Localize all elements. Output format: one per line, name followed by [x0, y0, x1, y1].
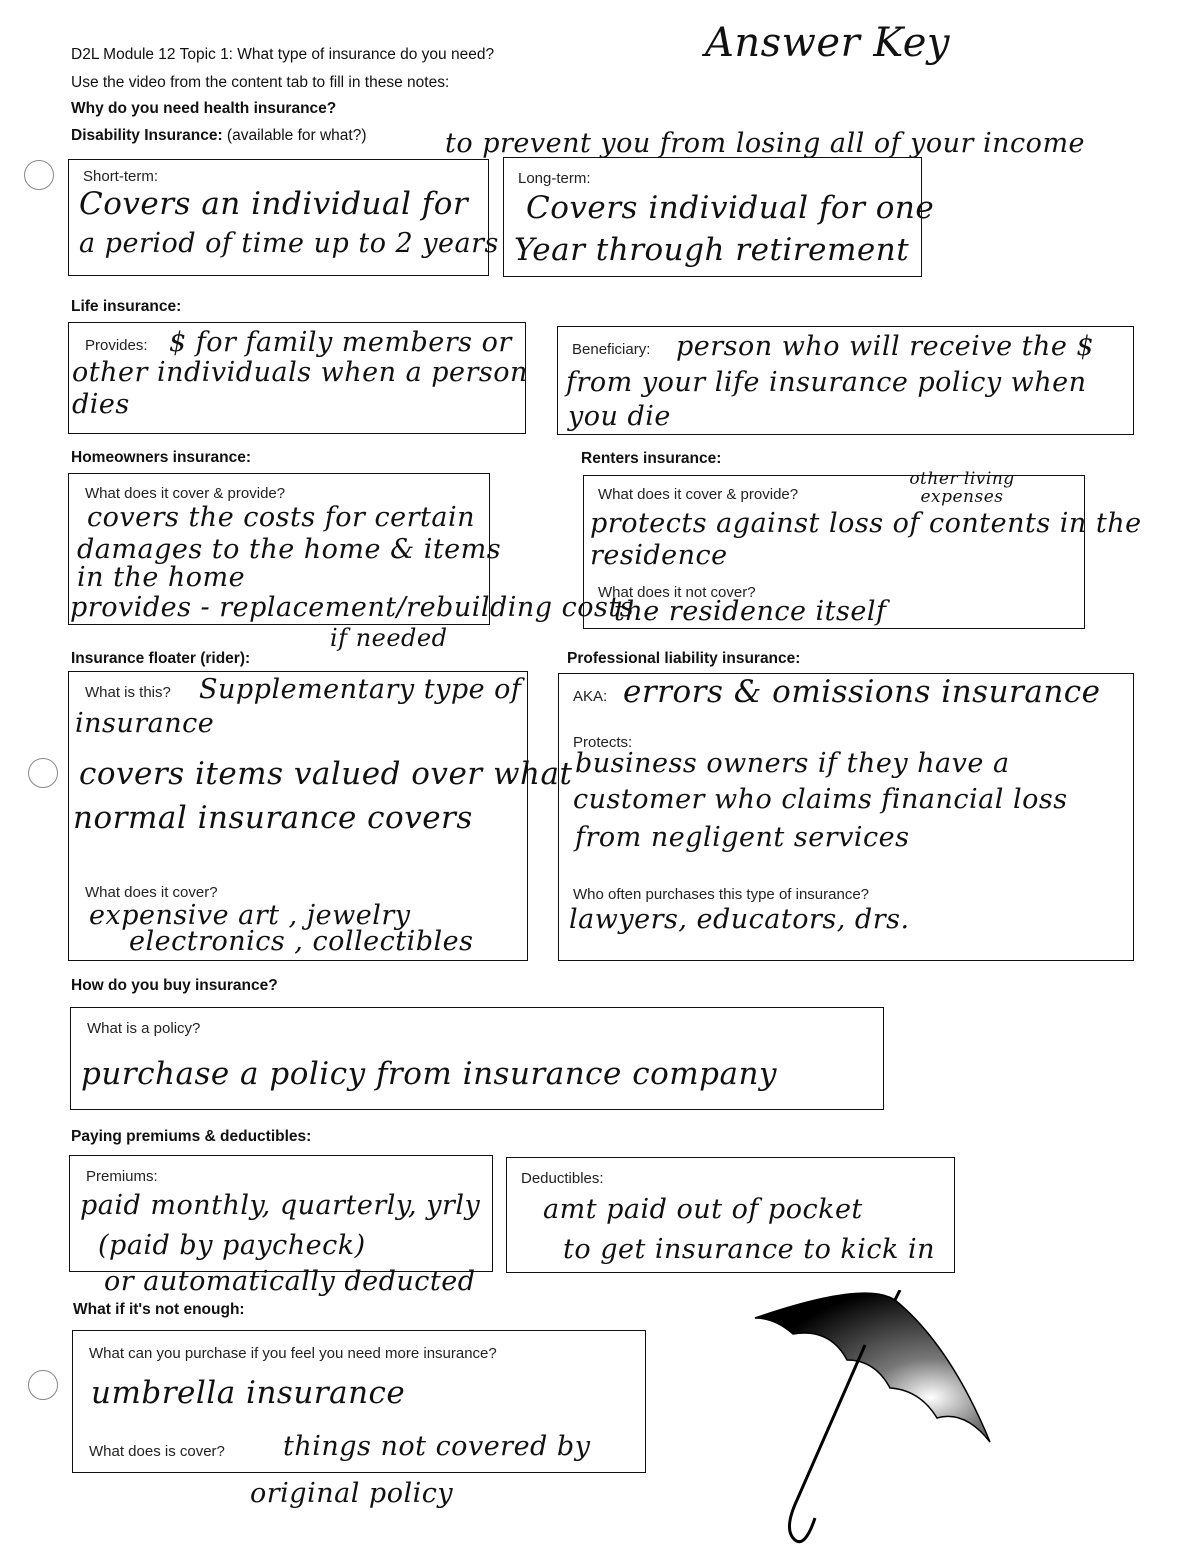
- buy-insurance-heading: How do you buy insurance?: [71, 977, 278, 994]
- umbrella-cover-answer-line2: original policy: [250, 1478, 454, 1509]
- long-term-label: Long-term:: [518, 170, 591, 187]
- provides-answer-line3: dies: [72, 389, 130, 420]
- umbrella-box: [72, 1330, 646, 1473]
- premiums-answer-line3: or automatically deducted: [104, 1266, 476, 1297]
- umbrella-cover-label: What does is cover?: [89, 1443, 225, 1460]
- disability-heading: [71, 127, 367, 145]
- homeowners-answer-line4: provides - replacement/rebuilding costs: [70, 592, 635, 623]
- beneficiary-box: [557, 326, 1134, 435]
- deductibles-answer-line1: amt paid out of pocket: [543, 1194, 863, 1225]
- short-term-box: [68, 159, 499, 276]
- deductibles-label: Deductibles:: [521, 1170, 604, 1187]
- worksheet-title: D2L Module 12 Topic 1: What type of insurance do you need?: [71, 46, 495, 63]
- floater-desc-line1: covers items valued over what: [79, 756, 573, 792]
- long-term-answer-line2: Year through retirement: [514, 232, 910, 268]
- provides-answer-line2: other individuals when a person: [72, 357, 528, 388]
- umbrella-icon: [745, 1290, 1005, 1550]
- homeowners-cover-label: What does it cover & provide?: [85, 485, 286, 502]
- renters-heading: Renters insurance:: [581, 450, 722, 467]
- renters-not-cover-label: What does it not cover?: [598, 584, 756, 601]
- professional-aka-label: AKA:: [573, 688, 608, 705]
- policy-answer: purchase a policy from insurance company: [81, 1056, 777, 1092]
- policy-label: What is a policy?: [87, 1020, 201, 1037]
- renters-extra-answer: other living expenses: [909, 469, 1015, 507]
- homeowners-heading: Homeowners insurance:: [71, 449, 252, 466]
- homeowners-answer-line3: in the home: [77, 562, 246, 593]
- punch-hole-bottom: [28, 1370, 58, 1400]
- disability-heading-label: Disability Insurance:: [71, 127, 223, 144]
- professional-heading: Professional liability insurance:: [567, 650, 801, 667]
- floater-cover-answer-line1: expensive art , jewelry: [89, 900, 411, 931]
- beneficiary-answer-line2: from your life insurance policy when: [566, 367, 1087, 398]
- renters-not-cover-answer: the residence itself: [614, 596, 887, 627]
- floater-cover-label: What does it cover?: [85, 884, 218, 901]
- long-term-box: [503, 157, 935, 277]
- beneficiary-label: Beneficiary:: [572, 341, 651, 358]
- floater-cover-answer-line2: electronics , collectibles: [129, 926, 474, 957]
- punch-hole-top: [24, 160, 54, 190]
- deductibles-answer-line2: to get insurance to kick in: [563, 1234, 936, 1265]
- provides-answer-line1: $ for family members or: [169, 327, 512, 358]
- life-insurance-heading: Life insurance:: [71, 298, 182, 315]
- beneficiary-answer-line1: person who will receive the $: [676, 331, 1095, 362]
- policy-box: [70, 1007, 884, 1110]
- premiums-box: [69, 1155, 493, 1272]
- premiums-answer-line1: paid monthly, quarterly, yrly: [80, 1190, 481, 1221]
- provides-label: Provides:: [85, 337, 148, 354]
- premiums-heading: Paying premiums & deductibles:: [71, 1128, 312, 1145]
- disability-heading-sub: (available for what?): [226, 127, 367, 144]
- long-term-answer-line1: Covers individual for one: [526, 190, 935, 226]
- disability-answer: to prevent you from losing all of your income: [445, 128, 1086, 159]
- short-term-answer-line2: a period of time up to 2 years: [79, 228, 499, 259]
- floater-desc-line2: normal insurance covers: [73, 800, 473, 836]
- answer-key-handwriting: Answer Key: [705, 20, 950, 66]
- worksheet-instructions: Use the video from the content tab to fill in these notes:: [71, 74, 450, 91]
- professional-who-label: Who often purchases this type of insurance?: [573, 886, 870, 903]
- renters-box: [583, 469, 1142, 629]
- purchase-answer: umbrella insurance: [91, 1375, 406, 1411]
- short-term-label: Short-term:: [83, 168, 159, 185]
- floater-what-label: What is this?: [85, 684, 171, 701]
- professional-protects-label: Protects:: [573, 734, 633, 751]
- premiums-answer-line2: (paid by paycheck): [98, 1230, 366, 1261]
- homeowners-answer-line2: damages to the home & items: [77, 534, 502, 565]
- professional-who-answer: lawyers, educators, drs.: [569, 904, 910, 935]
- homeowners-answer-line1: covers the costs for certain: [87, 502, 475, 533]
- professional-protects-line2: customer who claims financial loss: [573, 784, 1068, 815]
- floater-what-answer-line1: Supplementary type of: [199, 674, 522, 705]
- premiums-label: Premiums:: [86, 1168, 158, 1185]
- professional-box: [558, 673, 1134, 961]
- renters-cover-label: What does it cover & provide?: [598, 486, 799, 503]
- health-insurance-heading: Why do you need health insurance?: [71, 100, 337, 117]
- floater-box: [68, 671, 573, 961]
- professional-protects-line1: business owners if they have a: [575, 748, 1010, 779]
- provides-box: [68, 322, 526, 434]
- renters-answer-line1: protects against loss of contents in the: [590, 508, 1142, 539]
- purchase-label: What can you purchase if you feel you need more insurance?: [89, 1345, 497, 1362]
- professional-protects-line3: from negligent services: [575, 822, 910, 853]
- floater-heading: Insurance floater (rider):: [71, 650, 251, 667]
- professional-aka-answer: errors & omissions insurance: [623, 674, 1101, 710]
- not-enough-heading: What if it's not enough:: [73, 1301, 245, 1318]
- beneficiary-answer-line3: you die: [568, 401, 671, 432]
- renters-answer-line2: residence: [590, 540, 728, 571]
- deductibles-box: [506, 1157, 955, 1273]
- floater-what-answer-line2: insurance: [75, 708, 215, 739]
- homeowners-answer-line5: if needed: [330, 624, 448, 652]
- short-term-answer-line1: Covers an individual for: [79, 186, 469, 222]
- umbrella-cover-answer-line1: things not covered by: [283, 1431, 591, 1462]
- punch-hole-middle: [28, 758, 58, 788]
